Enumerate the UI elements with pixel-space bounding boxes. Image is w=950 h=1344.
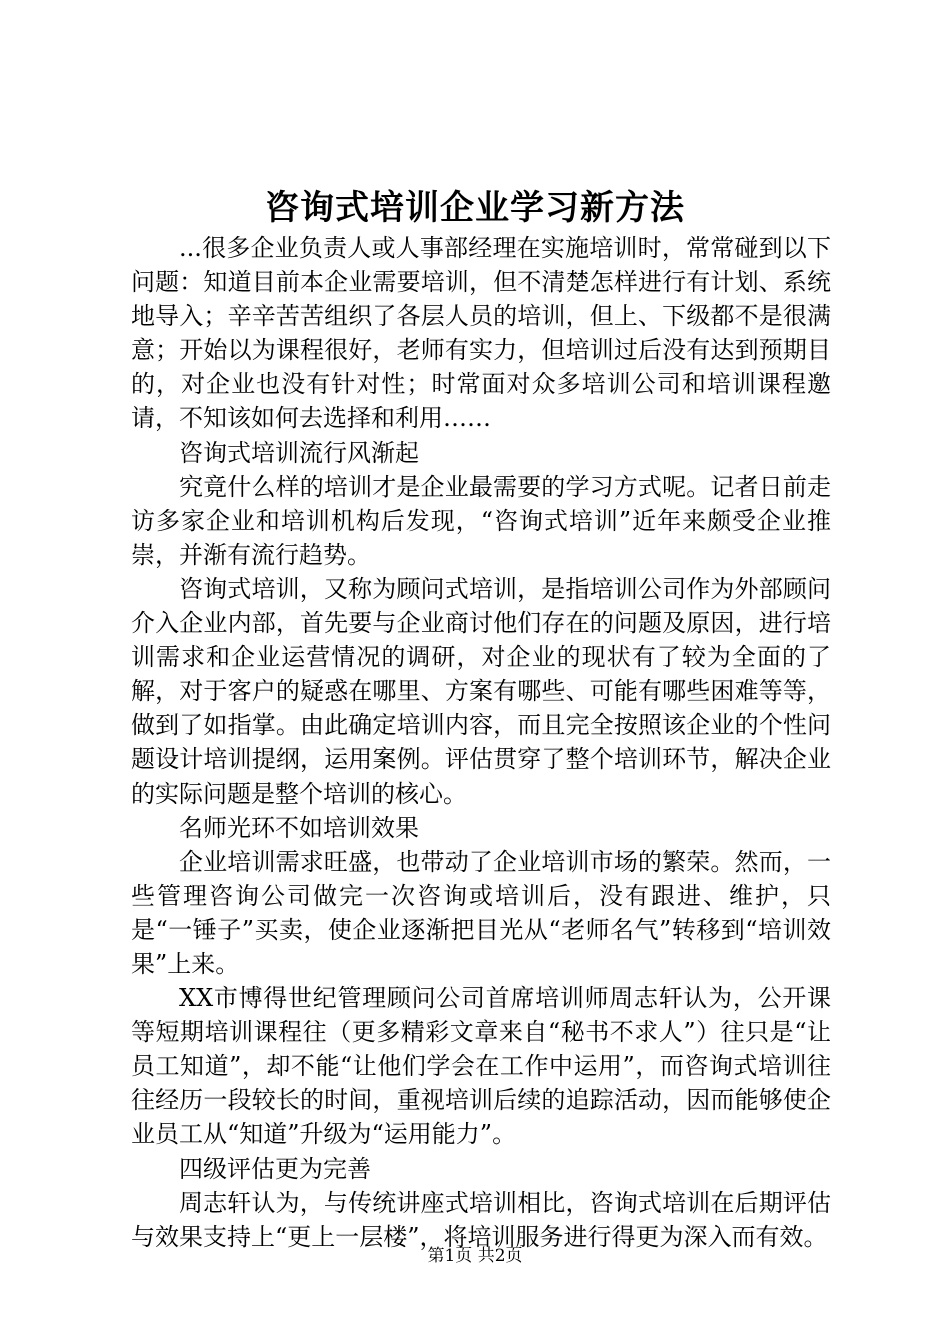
document-title: 咨询式培训企业学习新方法	[265, 188, 685, 228]
section-heading-trend: 咨询式培训流行风渐起	[179, 438, 419, 467]
paragraph: 咨询式培训，又称为顾问式培训，是指培训公司作为外部顾问介入企业内部，首先要与企业商讨他们存在的问题及原因，进行培训需求和企业运营情况的调研，对企业的现状有了较为全面的了解，对于客户的疑惑在哪里、方案有哪些、可能有哪些困难等等，做到了如指掌。由此确定培训内容，而且完全按照该企业的个性问题设计培训提纲，运用案例。评估贯穿了整个培训环节，解决企业的实际问题是整个培训的核心。	[131, 574, 831, 808]
paragraph: XX市博得世纪管理顾问公司首席培训师周志轩认为，公开课等短期培训课程往（更多精彩文章来自“秘书不求人”）往只是“让员工知道”，却不能“让他们学会在工作中运用”，而咨询式培训往往经历一段较长的时间，重视培训后续的追踪活动，因而能够使企业员工从“知道”升级为“运用能力”。	[131, 984, 831, 1149]
section-heading-evaluation: 四级评估更为完善	[179, 1154, 371, 1183]
page-number-footer: 第1页 共2页	[427, 1246, 523, 1266]
document-body	[131, 231, 831, 1254]
paragraph: 企业培训需求旺盛，也带动了企业培训市场的繁荣。然而，一些管理咨询公司做完一次咨询或培训后，没有跟进、维护，只是“一锤子”买卖，使企业逐渐把目光从“老师名气”转移到“培训效果”上来。	[131, 847, 831, 978]
section-heading-effect: 名师光环不如培训效果	[179, 813, 419, 842]
paragraph: 究竟什么样的培训才是企业最需要的学习方式呢。记者日前走访多家企业和培训机构后发现，“咨询式培训”近年来颇受企业推崇，并渐有流行趋势。	[131, 472, 831, 569]
paragraph-intro: ...很多企业负责人或人事部经理在实施培训时，常常碰到以下问题：知道目前本企业需要培训，但不清楚怎样进行有计划、系统地导入；辛辛苦苦组织了各层人员的培训，但上、下级都不是很满意；开始以为课程很好，老师有实力，但培训过后没有达到预期目的，对企业也没有针对性；时常面对众多培训公司和培训课程邀请，不知该如何去选择和利用……	[131, 234, 831, 433]
paragraph: 周志轩认为，与传统讲座式培训相比，咨询式培训在后期评估与效果支持上“更上一层楼”，将培训服务进行得更为深入而有效。	[131, 1188, 831, 1251]
